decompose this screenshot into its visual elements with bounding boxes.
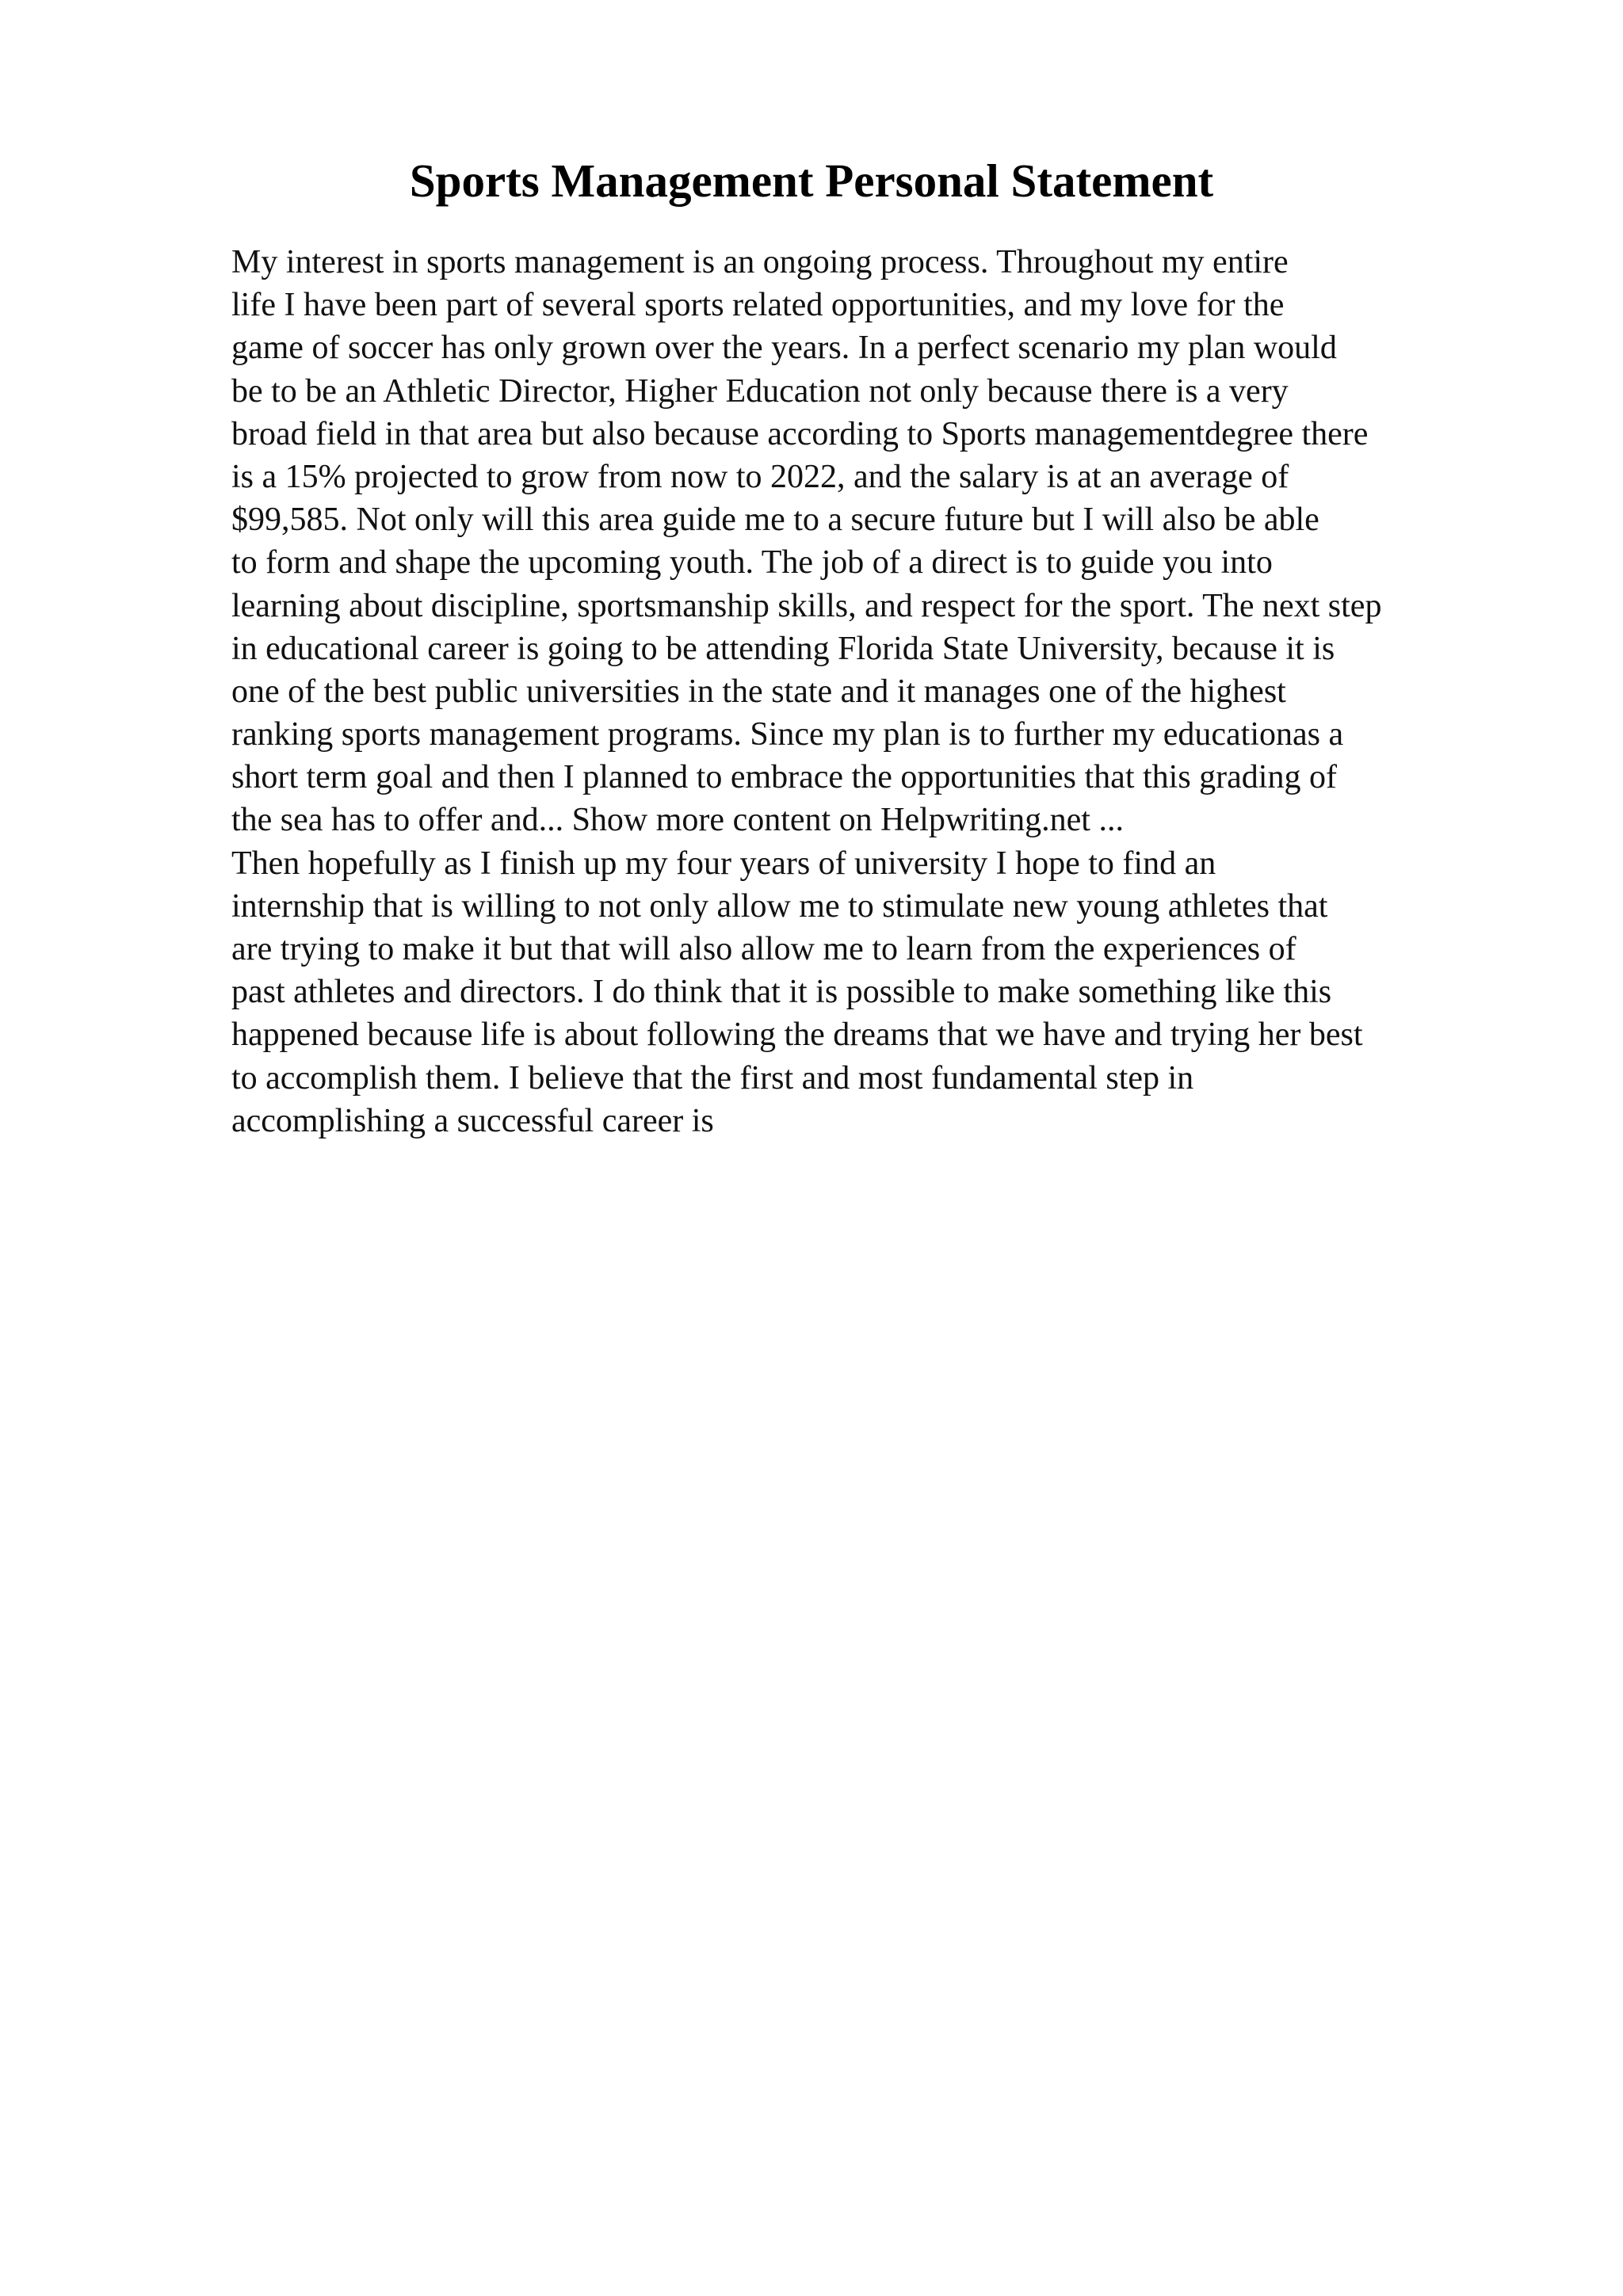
body-line-15: Then hopefully as I finish up my four years of university I hope to find an: [231, 845, 1216, 882]
body-line-4: be to be an Athletic Director, Higher Education not only because there is a very: [231, 372, 1289, 410]
body-line-13: short term goal and then I planned to embrace the opportunities that this grading of: [231, 759, 1337, 796]
document-title: Sports Management Personal Statement: [409, 154, 1214, 207]
body-line-1: My interest in sports management is an ongoing process. Throughout my entire: [231, 244, 1289, 280]
body-line-21: accomplishing a successful career is: [231, 1102, 714, 1139]
body-line-11: one of the best public universities in the state and it manages one of the highest: [231, 673, 1286, 710]
body-line-9: learning about discipline, sportsmanship skills, and respect for the sport. The next step: [231, 587, 1382, 624]
body-line-6: is a 15% projected to grow from now to 2022, and the salary is at an average of: [231, 458, 1289, 495]
body-line-12: ranking sports management programs. Since my plan is to further my educationas a: [231, 716, 1344, 753]
body-line-17: are trying to make it but that will also allow me to learn from the experiences of: [231, 931, 1296, 967]
document-body: [231, 241, 1563, 1142]
body-line-19: happened because life is about following the dreams that we have and trying her best: [231, 1016, 1363, 1054]
body-line-10: in educational career is going to be attending Florida State University, because it is: [231, 630, 1335, 667]
body-line-8: to form and shape the upcoming youth. The job of a direct is to guide you into: [231, 544, 1273, 582]
body-line-5: broad field in that area but also because according to Sports managementdegree there: [231, 415, 1369, 452]
body-line-14: the sea has to offer and... Show more content on Helpwriting.net ...: [231, 802, 1124, 839]
body-line-16: internship that is willing to not only allow me to stimulate new young athletes that: [231, 887, 1328, 925]
body-line-3: game of soccer has only grown over the years. In a perfect scenario my plan would: [231, 330, 1337, 367]
body-line-20: to accomplish them. I believe that the first and most fundamental step in: [231, 1059, 1194, 1097]
body-line-18: past athletes and directors. I do think that it is possible to make something like this: [231, 974, 1332, 1011]
body-line-7: $99,585. Not only will this area guide me to a secure future but I will also be able: [231, 502, 1319, 539]
body-line-2: life I have been part of several sports related opportunities, and my love for the: [231, 287, 1285, 324]
